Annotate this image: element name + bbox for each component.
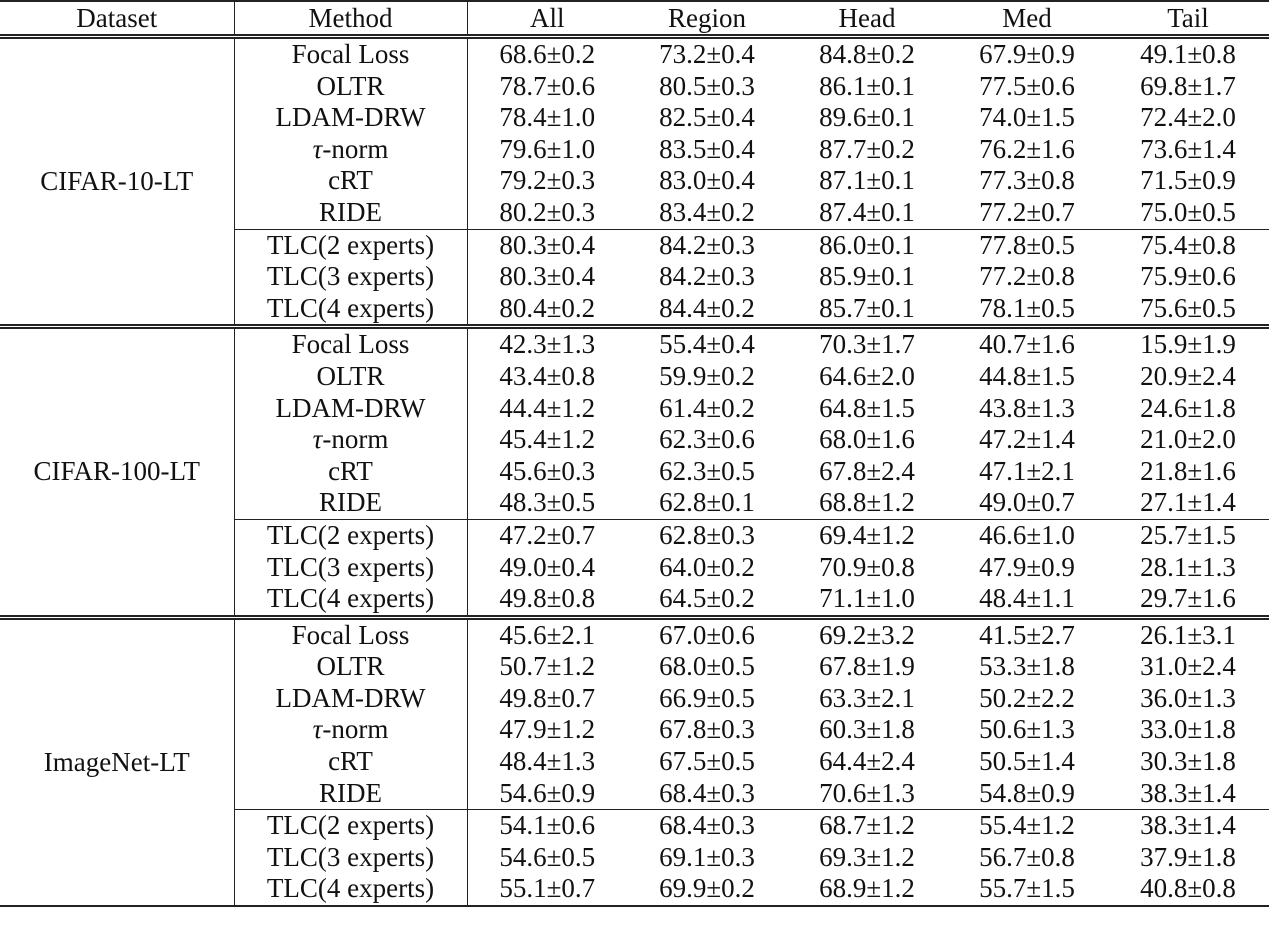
value-cell: 68.9±1.2 (787, 873, 947, 906)
value-cell: 28.1±1.3 (1140, 551, 1236, 582)
value-cell: 55.4±0.4 (659, 329, 755, 360)
value-cell: 78.4±1.0 (499, 102, 596, 133)
method-cell: TLC(2 experts) (234, 810, 467, 842)
value-cell: 49.1±0.8 (1140, 39, 1236, 69)
value-cell: 83.4±0.2 (659, 196, 755, 227)
value-cell: 70.9±0.8 (819, 551, 915, 582)
value-cell: 86.0±0.1 (787, 229, 947, 261)
value-cell: 66.9±0.5 (659, 682, 755, 713)
value-cell: 69.2±3.2 (819, 619, 915, 650)
value-cell: 50.5±1.4 (979, 746, 1075, 777)
value-cell: 31.0±2.4 (1140, 651, 1236, 682)
value-cell: 60.3±1.8 (819, 714, 915, 745)
value-cell: 80.2±0.3 (499, 196, 596, 227)
method-cell: OLTR (234, 71, 467, 103)
value-cell: 69.8±1.7 (1140, 70, 1236, 101)
value-cell: 69.4±1.2 (787, 519, 947, 551)
value-cell: 68.8±1.2 (819, 487, 915, 518)
value-cell: 68.4±0.3 (659, 777, 755, 808)
value-cell: 87.4±0.1 (819, 196, 915, 227)
value-cell: 67.8±2.4 (819, 455, 915, 486)
value-cell: 87.7±0.2 (819, 133, 915, 164)
value-cell: 68.4±0.3 (627, 810, 787, 842)
value-cell: 50.7±1.2 (499, 651, 596, 682)
value-cell: 67.0±0.6 (659, 619, 755, 650)
method-cell: Focal Loss (234, 617, 467, 651)
value-cell: 48.3±0.5 (499, 487, 596, 518)
value-cell: 84.2±0.3 (659, 261, 755, 292)
value-cell: 21.0±2.0 (1140, 424, 1236, 455)
method-cell: TLC(3 experts) (234, 552, 467, 584)
value-cell: 78.7±0.6 (499, 70, 596, 101)
value-cell: 38.3±1.4 (1107, 810, 1269, 842)
value-cell: 70.3±1.7 (819, 329, 915, 360)
value-cell: 70.6±1.3 (819, 777, 915, 808)
value-cell: 84.4±0.2 (627, 293, 787, 327)
value-cell: 40.7±1.6 (979, 329, 1075, 360)
value-cell: 72.4±2.0 (1140, 102, 1236, 133)
value-cell: 77.2±0.7 (979, 196, 1075, 227)
method-cell: cRT (234, 165, 467, 197)
value-cell: 62.3±0.5 (659, 455, 755, 486)
header-dataset: Dataset (0, 1, 234, 37)
method-cell: LDAM-DRW (234, 393, 467, 425)
header-tail: Tail (1107, 1, 1269, 37)
table-body (0, 37, 1269, 907)
value-cell: 75.9±0.6 (1140, 261, 1236, 292)
dataset-cell: CIFAR-10-LT (0, 37, 234, 327)
value-cell: 63.3±2.1 (819, 682, 915, 713)
method-cell: TLC(3 experts) (234, 842, 467, 874)
method-cell: TLC(4 experts) (234, 873, 467, 906)
method-cell: LDAM-DRW (234, 102, 467, 134)
dataset-cell: ImageNet-LT (0, 617, 234, 906)
value-cell: 33.0±1.8 (1140, 714, 1236, 745)
value-cell: 47.2±0.7 (467, 519, 627, 551)
value-cell: 38.3±1.4 (1140, 777, 1236, 808)
value-cell: 21.8±1.6 (1140, 455, 1236, 486)
value-cell: 43.8±1.3 (979, 392, 1075, 423)
value-cell: 69.1±0.3 (659, 841, 755, 872)
header-row (0, 1, 1269, 37)
value-cell: 59.9±0.2 (659, 360, 755, 391)
value-cell: 64.5±0.2 (627, 583, 787, 617)
value-cell: 84.8±0.2 (819, 39, 915, 69)
value-cell: 67.9±0.9 (979, 39, 1075, 69)
value-cell: 15.9±1.9 (1140, 329, 1236, 360)
value-cell: 73.6±1.4 (1140, 133, 1236, 164)
value-cell: 44.8±1.5 (979, 360, 1075, 391)
value-cell: 77.5±0.6 (979, 70, 1075, 101)
value-cell: 68.7±1.2 (787, 810, 947, 842)
value-cell: 74.0±1.5 (979, 102, 1075, 133)
value-cell: 75.4±0.8 (1107, 229, 1269, 261)
method-cell: TLC(4 experts) (234, 293, 467, 327)
table-row (0, 37, 1269, 71)
method-cell: OLTR (234, 651, 467, 683)
value-cell: 62.8±0.3 (627, 519, 787, 551)
value-cell: 78.1±0.5 (947, 293, 1107, 327)
value-cell: 67.5±0.5 (659, 746, 755, 777)
value-cell: 67.8±1.9 (819, 651, 915, 682)
method-cell: TLC(2 experts) (234, 519, 467, 551)
value-cell: 68.0±0.5 (659, 651, 755, 682)
value-cell: 47.2±1.4 (979, 424, 1075, 455)
method-cell: τ-norm (234, 134, 467, 166)
value-cell: 26.1±3.1 (1140, 619, 1236, 650)
value-cell: 75.0±0.5 (1140, 196, 1236, 227)
value-cell: 79.6±1.0 (499, 133, 596, 164)
table-row (0, 617, 1269, 651)
method-cell: RIDE (234, 487, 467, 519)
method-cell: TLC(4 experts) (234, 583, 467, 617)
value-cell: 49.0±0.7 (979, 487, 1075, 518)
value-cell: 64.4±2.4 (819, 746, 915, 777)
value-cell: 45.4±1.2 (499, 424, 596, 455)
method-cell: RIDE (234, 197, 467, 229)
value-cell: 55.7±1.5 (947, 873, 1107, 906)
header-med: Med (947, 1, 1107, 37)
value-cell: 80.3±0.4 (467, 229, 627, 261)
value-cell: 68.6±0.2 (499, 39, 596, 69)
method-cell: Focal Loss (234, 37, 467, 71)
value-cell: 42.3±1.3 (499, 329, 596, 360)
value-cell: 69.3±1.2 (819, 841, 915, 872)
method-cell: cRT (234, 746, 467, 778)
value-cell: 37.9±1.8 (1140, 841, 1236, 872)
value-cell: 41.5±2.7 (979, 619, 1075, 650)
table-row (0, 327, 1269, 361)
method-cell: cRT (234, 456, 467, 488)
value-cell: 80.4±0.2 (467, 293, 627, 327)
method-cell: TLC(3 experts) (234, 261, 467, 293)
value-cell: 83.5±0.4 (659, 133, 755, 164)
value-cell: 62.3±0.6 (659, 424, 755, 455)
table-header (0, 1, 1269, 37)
header-all: All (467, 1, 627, 37)
dataset-cell: CIFAR-100-LT (0, 327, 234, 617)
value-cell: 69.9±0.2 (627, 873, 787, 906)
value-cell: 47.9±0.9 (979, 551, 1075, 582)
value-cell: 55.1±0.7 (467, 873, 627, 906)
value-cell: 46.6±1.0 (947, 519, 1107, 551)
value-cell: 47.1±2.1 (979, 455, 1075, 486)
method-cell: τ-norm (234, 424, 467, 456)
value-cell: 43.4±0.8 (499, 360, 596, 391)
value-cell: 77.3±0.8 (979, 165, 1075, 196)
value-cell: 49.8±0.8 (467, 583, 627, 617)
value-cell: 54.1±0.6 (467, 810, 627, 842)
value-cell: 80.3±0.4 (499, 261, 596, 292)
value-cell: 77.2±0.8 (979, 261, 1075, 292)
header-region: Region (627, 1, 787, 37)
value-cell: 54.8±0.9 (979, 777, 1075, 808)
method-cell: OLTR (234, 361, 467, 393)
value-cell: 45.6±2.1 (499, 619, 596, 650)
value-cell: 84.2±0.3 (627, 229, 787, 261)
value-cell: 68.0±1.6 (819, 424, 915, 455)
value-cell: 54.6±0.5 (499, 841, 596, 872)
value-cell: 61.4±0.2 (659, 392, 755, 423)
value-cell: 48.4±1.1 (947, 583, 1107, 617)
value-cell: 64.8±1.5 (819, 392, 915, 423)
value-cell: 71.1±1.0 (787, 583, 947, 617)
value-cell: 85.7±0.1 (787, 293, 947, 327)
value-cell: 73.2±0.4 (659, 39, 755, 69)
value-cell: 56.7±0.8 (979, 841, 1075, 872)
value-cell: 29.7±1.6 (1107, 583, 1269, 617)
value-cell: 50.6±1.3 (979, 714, 1075, 745)
value-cell: 75.6±0.5 (1107, 293, 1269, 327)
value-cell: 64.0±0.2 (659, 551, 755, 582)
value-cell: 27.1±1.4 (1140, 487, 1236, 518)
method-cell: RIDE (234, 778, 467, 810)
value-cell: 25.7±1.5 (1107, 519, 1269, 551)
method-cell: τ-norm (234, 714, 467, 746)
value-cell: 55.4±1.2 (947, 810, 1107, 842)
value-cell: 48.4±1.3 (499, 746, 596, 777)
value-cell: 47.9±1.2 (499, 714, 596, 745)
value-cell: 87.1±0.1 (819, 165, 915, 196)
value-cell: 54.6±0.9 (499, 777, 596, 808)
value-cell: 80.5±0.3 (659, 70, 755, 101)
value-cell: 79.2±0.3 (499, 165, 596, 196)
value-cell: 30.3±1.8 (1140, 746, 1236, 777)
value-cell: 45.6±0.3 (499, 455, 596, 486)
value-cell: 77.8±0.5 (947, 229, 1107, 261)
value-cell: 67.8±0.3 (659, 714, 755, 745)
value-cell: 40.8±0.8 (1107, 873, 1269, 906)
value-cell: 76.2±1.6 (979, 133, 1075, 164)
value-cell: 83.0±0.4 (659, 165, 755, 196)
value-cell: 50.2±2.2 (979, 682, 1075, 713)
header-method: Method (234, 1, 467, 37)
method-cell: LDAM-DRW (234, 683, 467, 715)
value-cell: 49.0±0.4 (499, 551, 596, 582)
value-cell: 71.5±0.9 (1140, 165, 1236, 196)
value-cell: 49.8±0.7 (499, 682, 596, 713)
method-cell: Focal Loss (234, 327, 467, 361)
value-cell: 86.1±0.1 (819, 70, 915, 101)
value-cell: 24.6±1.8 (1140, 392, 1236, 423)
value-cell: 44.4±1.2 (499, 392, 596, 423)
value-cell: 36.0±1.3 (1140, 682, 1236, 713)
value-cell: 20.9±2.4 (1140, 360, 1236, 391)
value-cell: 64.6±2.0 (819, 360, 915, 391)
value-cell: 53.3±1.8 (979, 651, 1075, 682)
value-cell: 85.9±0.1 (819, 261, 915, 292)
header-head: Head (787, 1, 947, 37)
value-cell: 89.6±0.1 (819, 102, 915, 133)
value-cell: 82.5±0.4 (659, 102, 755, 133)
method-cell: TLC(2 experts) (234, 229, 467, 261)
value-cell: 62.8±0.1 (659, 487, 755, 518)
